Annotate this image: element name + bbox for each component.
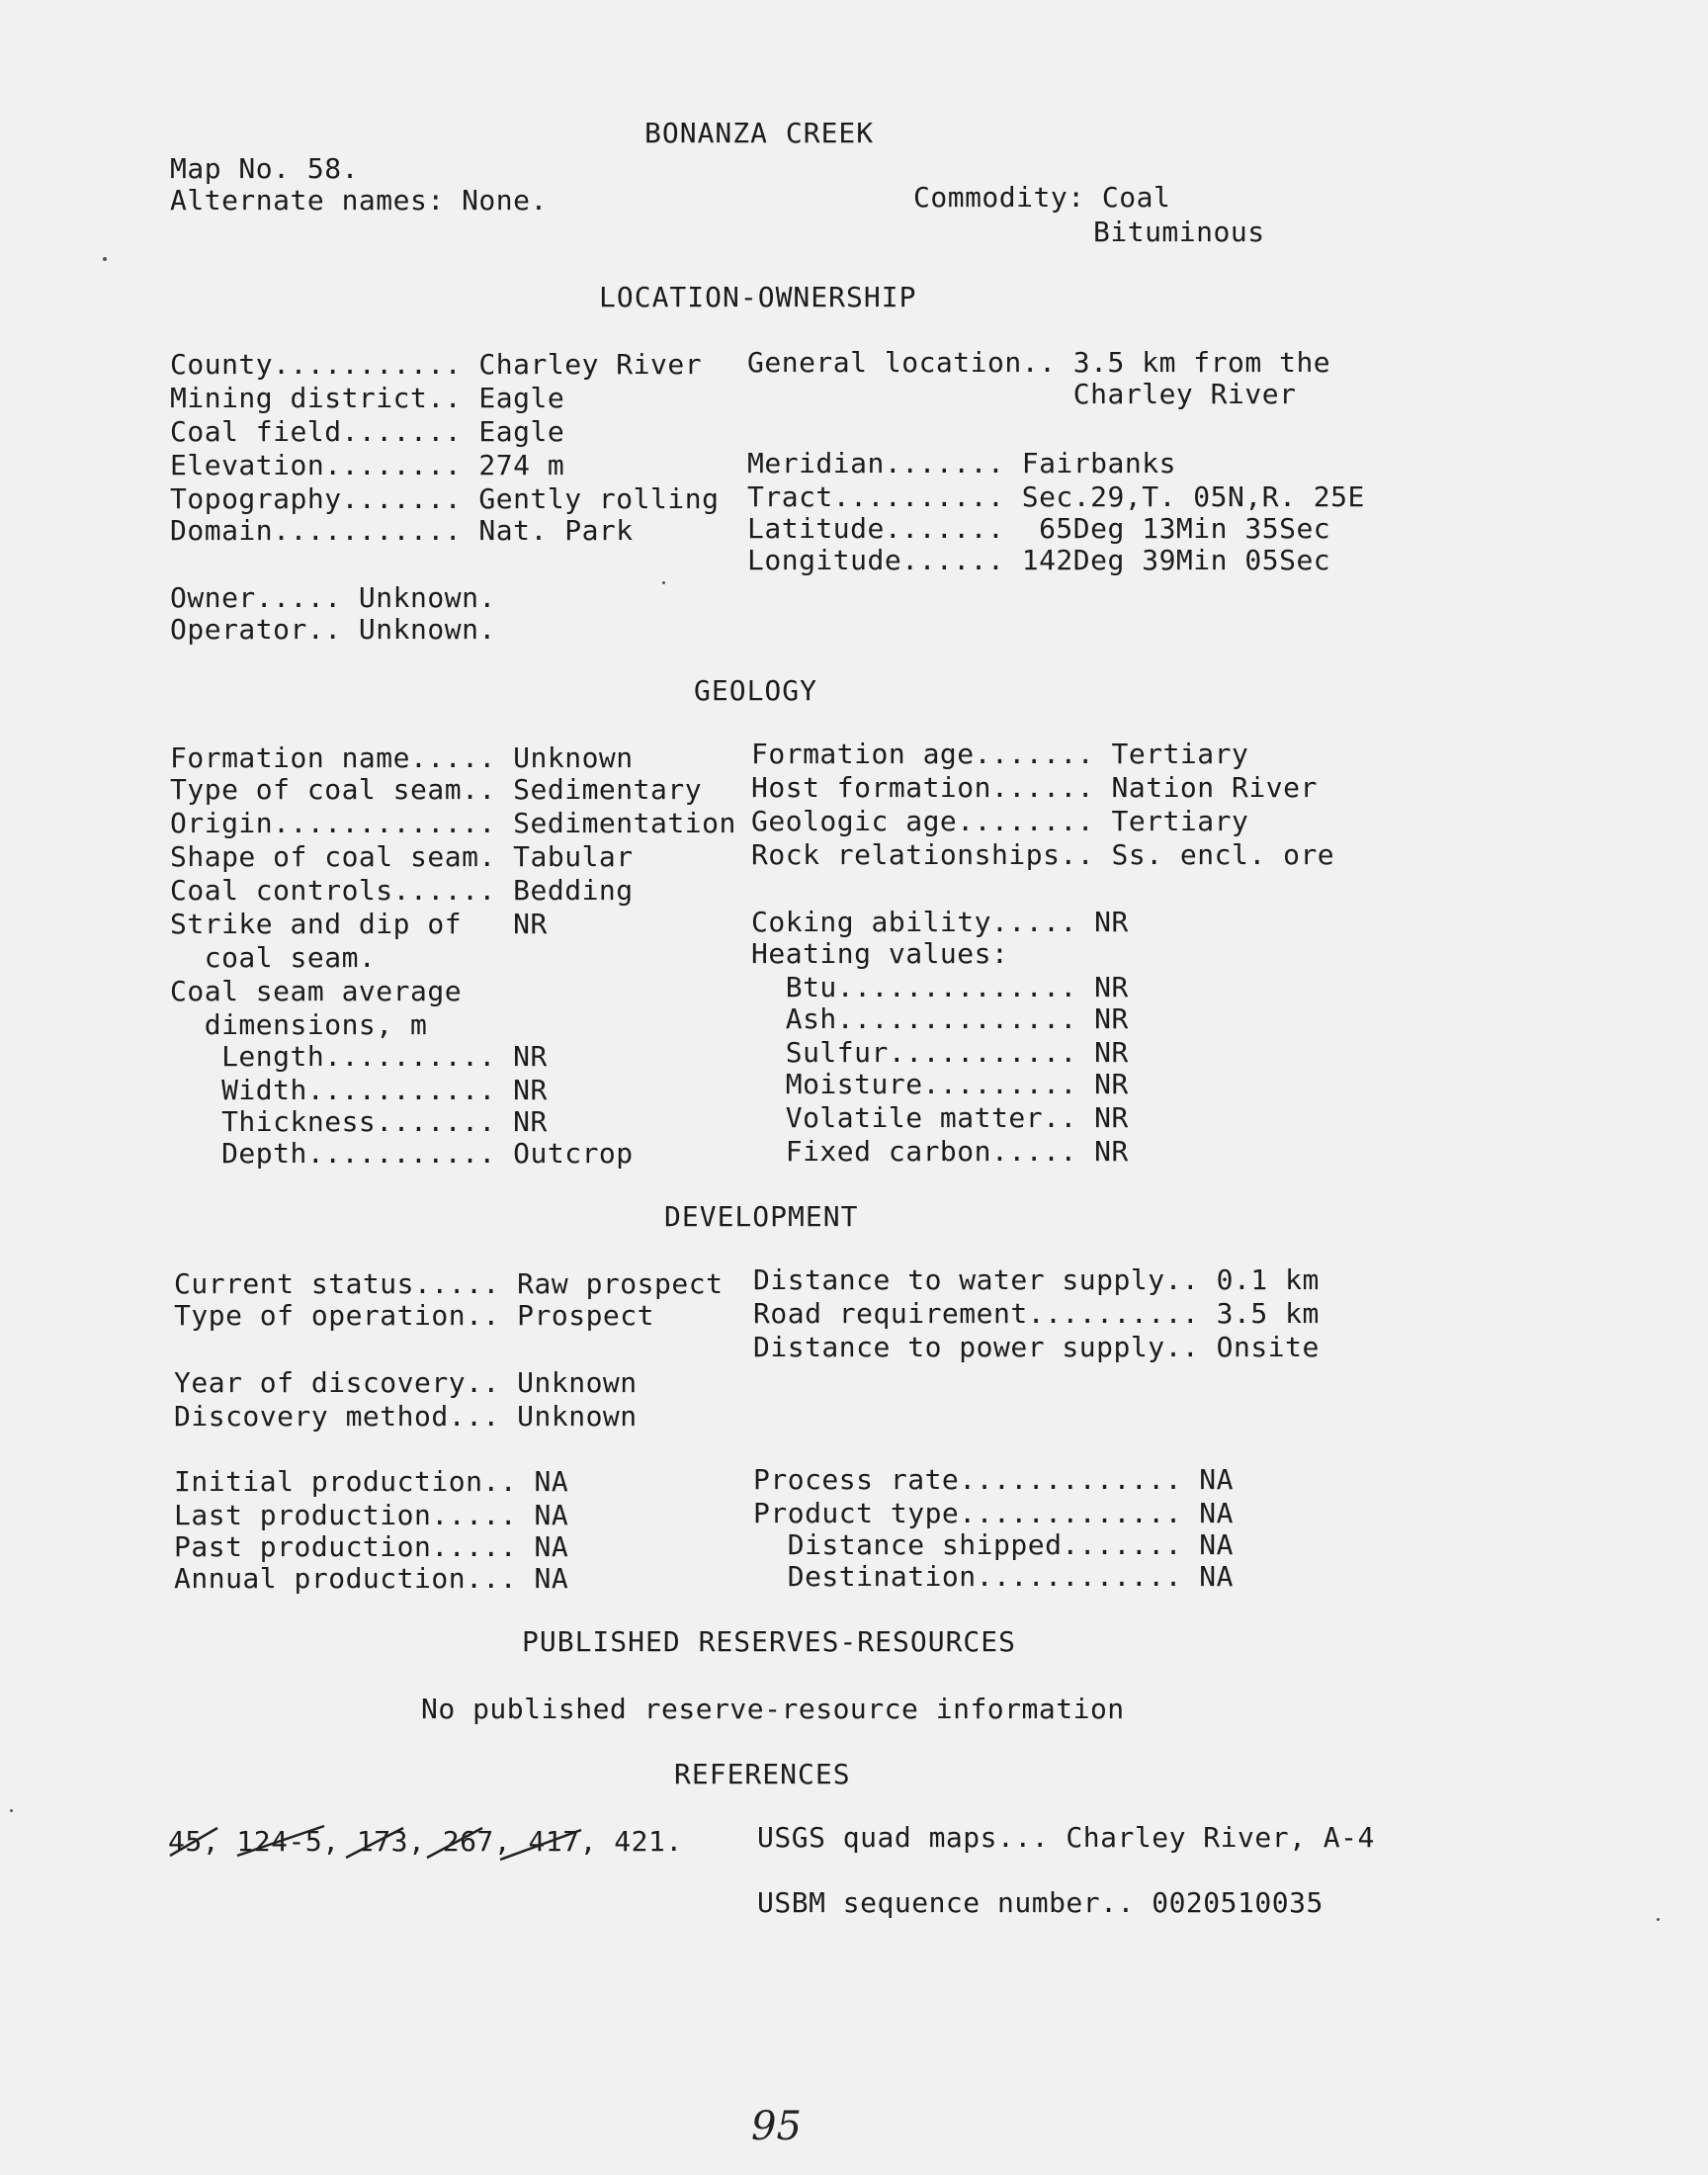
geology-field: Origin............. Sedimentation	[170, 807, 736, 839]
location-field: Meridian....... Fairbanks	[747, 447, 1176, 479]
geology-field: Formation name..... Unknown	[170, 741, 634, 774]
section-heading-development: DEVELOPMENT	[664, 1200, 859, 1233]
geology-field: Thickness....... NR	[170, 1105, 548, 1138]
geology-field: Coking ability..... NR	[751, 906, 1129, 938]
development-field: Distance to power supply.. Onsite	[753, 1331, 1320, 1363]
production-field: Process rate............. NA	[753, 1463, 1235, 1496]
geology-field: Coal seam average	[170, 975, 463, 1007]
alternate-names: Alternate names: None.	[170, 184, 548, 217]
geology-field: Type of coal seam.. Sedimentary	[170, 773, 703, 806]
section-heading-location: LOCATION-OWNERSHIP	[599, 281, 917, 313]
geology-field: Rock relationships.. Ss. encl. ore	[751, 838, 1335, 871]
location-field: Elevation........ 274 m	[170, 449, 565, 481]
operator-field: Operator.. Unknown.	[170, 613, 496, 646]
geology-field: Ash.............. NR	[751, 1002, 1129, 1035]
geology-field: Sulfur........... NR	[751, 1036, 1129, 1069]
development-field: Distance to water supply.. 0.1 km	[753, 1263, 1320, 1296]
development-field: Type of operation.. Prospect	[174, 1299, 655, 1332]
handwritten-strikethrough-marks	[166, 1822, 640, 1862]
geology-field: Width........... NR	[170, 1074, 548, 1106]
development-field: Year of discovery.. Unknown	[174, 1366, 638, 1399]
section-heading-geology: GEOLOGY	[694, 674, 818, 707]
geology-field: dimensions, m	[170, 1008, 428, 1041]
location-field: Mining district.. Eagle	[170, 382, 565, 414]
map-number: Map No. 58.	[170, 152, 359, 185]
geology-field: Host formation...... Nation River	[751, 771, 1318, 804]
commodity: Commodity: Coal	[913, 181, 1171, 214]
geology-field: Fixed carbon..... NR	[751, 1135, 1129, 1168]
production-field: Annual production... NA	[174, 1562, 569, 1595]
geology-field: Length.......... NR	[170, 1040, 548, 1073]
geology-field: coal seam.	[170, 941, 377, 974]
location-field: County........... Charley River	[170, 348, 703, 381]
usgs-quad-maps: USGS quad maps... Charley River, A-4	[757, 1821, 1375, 1854]
commodity-type: Bituminous	[1093, 216, 1265, 248]
production-field: Last production..... NA	[174, 1499, 569, 1531]
geology-field: Btu.............. NR	[751, 971, 1129, 1003]
location-field: Latitude....... 65Deg 13Min 35Sec	[747, 512, 1331, 545]
geology-field: Moisture......... NR	[751, 1068, 1129, 1100]
section-heading-references: REFERENCES	[674, 1758, 851, 1790]
geology-field: Geologic age........ Tertiary	[751, 805, 1249, 837]
geology-field: Strike and dip of NR	[170, 908, 548, 940]
geology-field: Depth........... Outcrop	[170, 1137, 634, 1170]
geology-field: Coal controls...... Bedding	[170, 874, 634, 907]
location-field: Tract.......... Sec.29,T. 05N,R. 25E	[747, 480, 1365, 513]
scan-speck	[103, 257, 107, 261]
scan-speck	[10, 1809, 13, 1812]
owner-field: Owner..... Unknown.	[170, 581, 496, 614]
geology-field: Heating values:	[751, 937, 1009, 970]
reserves-statement: No published reserve-resource information	[421, 1693, 1125, 1725]
development-field: Current status..... Raw prospect	[174, 1267, 724, 1300]
location-field: Topography....... Gently rolling	[170, 482, 720, 515]
production-field: Product type............. NA	[753, 1497, 1235, 1529]
scan-speck	[662, 581, 665, 584]
location-field: Charley River	[747, 378, 1297, 410]
document-title: BONANZA CREEK	[644, 117, 875, 149]
development-field: Road requirement.......... 3.5 km	[753, 1297, 1320, 1330]
handwritten-page-number: 95	[751, 2104, 802, 2149]
development-field: Discovery method... Unknown	[174, 1400, 638, 1433]
scan-speck	[1657, 1918, 1660, 1921]
geology-field: Shape of coal seam. Tabular	[170, 840, 634, 873]
section-heading-reserves: PUBLISHED RESERVES-RESOURCES	[522, 1625, 1017, 1658]
production-field: Past production..... NA	[174, 1530, 569, 1563]
usbm-sequence-number: USBM sequence number.. 0020510035	[757, 1886, 1324, 1919]
location-field: Domain........... Nat. Park	[170, 514, 634, 547]
reference-list: 45, 124-5, 173, 267, 417, 421.	[168, 1825, 683, 1858]
production-field: Distance shipped....... NA	[753, 1528, 1235, 1561]
production-field: Destination............ NA	[753, 1560, 1235, 1593]
geology-field: Volatile matter.. NR	[751, 1101, 1129, 1134]
location-field: General location.. 3.5 km from the	[747, 346, 1331, 379]
location-field: Coal field....... Eagle	[170, 415, 565, 448]
geology-field: Formation age....... Tertiary	[751, 738, 1249, 770]
location-field: Longitude...... 142Deg 39Min 05Sec	[747, 544, 1331, 576]
production-field: Initial production.. NA	[174, 1465, 569, 1498]
